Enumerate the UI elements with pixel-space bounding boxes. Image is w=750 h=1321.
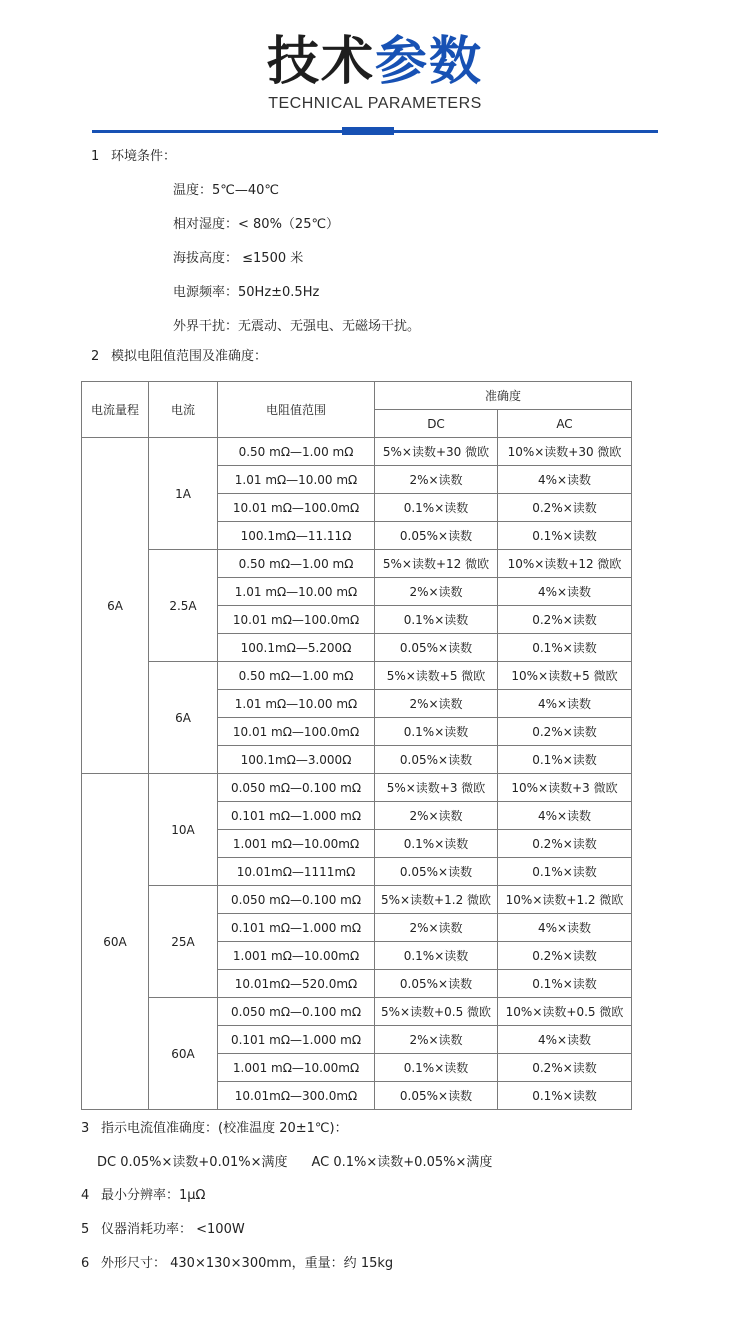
cell-ac-accuracy: 0.2%×读数 — [498, 494, 632, 522]
cell-current: 1A — [149, 438, 218, 550]
section-number: 5 — [81, 1222, 90, 1237]
cell-dc-accuracy: 2%×读数 — [375, 1026, 498, 1054]
table-header-row — [82, 382, 632, 410]
env-interference: 外界干扰：无震动、无强电、无磁场干扰。 — [173, 319, 421, 334]
cell-resistance: 10.01 mΩ—100.0mΩ — [218, 718, 375, 746]
section-6-dimensions — [81, 1255, 393, 1273]
section-number: 3 — [81, 1121, 90, 1136]
table-row — [82, 662, 632, 690]
cell-dc-accuracy: 5%×读数+5 微欧 — [375, 662, 498, 690]
cell-ac-accuracy: 10%×读数+0.5 微欧 — [498, 998, 632, 1026]
cell-current: 25A — [149, 886, 218, 998]
current-accuracy-ac: AC 0.1%×读数+0.05%×满度 — [311, 1155, 493, 1170]
env-power-frequency: 电源频率：50Hz±0.5Hz — [173, 285, 320, 300]
cell-dc-accuracy: 2%×读数 — [375, 802, 498, 830]
cell-resistance: 0.101 mΩ—1.000 mΩ — [218, 1026, 375, 1054]
cell-dc-accuracy: 0.1%×读数 — [375, 1054, 498, 1082]
cell-dc-accuracy: 0.05%×读数 — [375, 858, 498, 886]
env-altitude: 海拔高度： ≤1500 米 — [173, 251, 304, 266]
section-3-heading — [81, 1120, 348, 1138]
title-part-1: 技术 — [266, 32, 375, 92]
cell-ac-accuracy: 0.1%×读数 — [498, 858, 632, 886]
cell-resistance: 10.01 mΩ—100.0mΩ — [218, 494, 375, 522]
cell-dc-accuracy: 2%×读数 — [375, 466, 498, 494]
section-number: 4 — [81, 1188, 90, 1203]
header-ac: AC — [498, 410, 632, 438]
cell-resistance: 0.101 mΩ—1.000 mΩ — [218, 914, 375, 942]
cell-resistance: 0.050 mΩ—0.100 mΩ — [218, 886, 375, 914]
cell-ac-accuracy: 4%×读数 — [498, 802, 632, 830]
page-title — [0, 28, 750, 96]
cell-ac-accuracy: 0.1%×读数 — [498, 634, 632, 662]
cell-dc-accuracy: 5%×读数+30 微欧 — [375, 438, 498, 466]
cell-ac-accuracy: 4%×读数 — [498, 1026, 632, 1054]
table-row — [82, 774, 632, 802]
cell-resistance: 1.01 mΩ—10.00 mΩ — [218, 578, 375, 606]
cell-resistance: 1.001 mΩ—10.00mΩ — [218, 942, 375, 970]
cell-resistance: 1.01 mΩ—10.00 mΩ — [218, 466, 375, 494]
table-body — [82, 438, 632, 1110]
section-2-heading — [91, 348, 267, 366]
table-row — [82, 886, 632, 914]
cell-dc-accuracy: 0.05%×读数 — [375, 1082, 498, 1110]
cell-ac-accuracy: 4%×读数 — [498, 914, 632, 942]
cell-dc-accuracy: 2%×读数 — [375, 914, 498, 942]
cell-range: 6A — [82, 438, 149, 774]
cell-ac-accuracy: 0.2%×读数 — [498, 830, 632, 858]
cell-dc-accuracy: 5%×读数+12 微欧 — [375, 550, 498, 578]
section-number: 1 — [91, 149, 100, 164]
cell-dc-accuracy: 0.05%×读数 — [375, 522, 498, 550]
cell-ac-accuracy: 4%×读数 — [498, 578, 632, 606]
cell-dc-accuracy: 0.1%×读数 — [375, 494, 498, 522]
cell-dc-accuracy: 0.05%×读数 — [375, 746, 498, 774]
cell-resistance: 0.050 mΩ—0.100 mΩ — [218, 998, 375, 1026]
cell-resistance: 1.01 mΩ—10.00 mΩ — [218, 690, 375, 718]
cell-dc-accuracy: 5%×读数+1.2 微欧 — [375, 886, 498, 914]
current-accuracy-dc: DC 0.05%×读数+0.01%×满度 — [97, 1155, 288, 1170]
cell-current: 2.5A — [149, 550, 218, 662]
cell-resistance: 100.1mΩ—5.200Ω — [218, 634, 375, 662]
cell-ac-accuracy: 0.2%×读数 — [498, 718, 632, 746]
header-accuracy: 准确度 — [375, 382, 632, 410]
cell-resistance: 0.50 mΩ—1.00 mΩ — [218, 662, 375, 690]
title-divider-accent — [342, 127, 394, 135]
cell-ac-accuracy: 0.1%×读数 — [498, 522, 632, 550]
cell-ac-accuracy: 0.2%×读数 — [498, 942, 632, 970]
section-text: 最小分辨率：1μΩ — [101, 1188, 206, 1203]
cell-resistance: 0.101 mΩ—1.000 mΩ — [218, 802, 375, 830]
table-row — [82, 550, 632, 578]
env-humidity: 相对湿度：< 80%（25℃） — [173, 217, 340, 232]
cell-ac-accuracy: 0.1%×读数 — [498, 1082, 632, 1110]
cell-dc-accuracy: 0.05%×读数 — [375, 634, 498, 662]
cell-resistance: 1.001 mΩ—10.00mΩ — [218, 1054, 375, 1082]
cell-resistance: 0.50 mΩ—1.00 mΩ — [218, 550, 375, 578]
cell-resistance: 1.001 mΩ—10.00mΩ — [218, 830, 375, 858]
section-title: 指示电流值准确度：(校准温度 20±1℃)： — [101, 1121, 348, 1136]
cell-resistance: 10.01mΩ—1111mΩ — [218, 858, 375, 886]
cell-ac-accuracy: 0.1%×读数 — [498, 970, 632, 998]
cell-resistance: 0.50 mΩ—1.00 mΩ — [218, 438, 375, 466]
title-part-2: 参数 — [375, 32, 484, 92]
env-temperature: 温度：5℃—40℃ — [173, 183, 280, 198]
cell-range: 60A — [82, 774, 149, 1110]
cell-ac-accuracy: 10%×读数+5 微欧 — [498, 662, 632, 690]
header-current: 电流 — [149, 382, 218, 438]
cell-dc-accuracy: 0.1%×读数 — [375, 718, 498, 746]
cell-resistance: 100.1mΩ—3.000Ω — [218, 746, 375, 774]
cell-current: 60A — [149, 998, 218, 1110]
page-subtitle: TECHNICAL PARAMETERS — [268, 95, 482, 112]
cell-resistance: 10.01mΩ—300.0mΩ — [218, 1082, 375, 1110]
section-title: 环境条件： — [111, 149, 177, 164]
table-row — [82, 998, 632, 1026]
cell-dc-accuracy: 2%×读数 — [375, 578, 498, 606]
cell-resistance: 0.050 mΩ—0.100 mΩ — [218, 774, 375, 802]
cell-ac-accuracy: 4%×读数 — [498, 466, 632, 494]
cell-resistance: 10.01 mΩ—100.0mΩ — [218, 606, 375, 634]
cell-dc-accuracy: 0.1%×读数 — [375, 606, 498, 634]
section-number: 6 — [81, 1256, 90, 1271]
section-title: 模拟电阻值范围及准确度： — [111, 349, 268, 364]
section-text: 仪器消耗功率： <100W — [101, 1222, 245, 1237]
cell-dc-accuracy: 0.05%×读数 — [375, 970, 498, 998]
cell-dc-accuracy: 5%×读数+3 微欧 — [375, 774, 498, 802]
resistance-accuracy-table — [81, 381, 632, 1110]
cell-dc-accuracy: 5%×读数+0.5 微欧 — [375, 998, 498, 1026]
cell-ac-accuracy: 10%×读数+30 微欧 — [498, 438, 632, 466]
cell-ac-accuracy: 10%×读数+1.2 微欧 — [498, 886, 632, 914]
cell-resistance: 100.1mΩ—11.11Ω — [218, 522, 375, 550]
section-number: 2 — [91, 349, 100, 364]
cell-current: 10A — [149, 774, 218, 886]
cell-dc-accuracy: 0.1%×读数 — [375, 830, 498, 858]
cell-current: 6A — [149, 662, 218, 774]
section-4-resolution — [81, 1187, 205, 1205]
section-text: 外形尺寸： 430×130×300mm，重量：约 15kg — [101, 1256, 394, 1271]
cell-ac-accuracy: 0.2%×读数 — [498, 1054, 632, 1082]
header-resistance: 电阻值范围 — [218, 382, 375, 438]
header-range: 电流量程 — [82, 382, 149, 438]
cell-ac-accuracy: 0.2%×读数 — [498, 606, 632, 634]
section-5-power — [81, 1221, 245, 1239]
cell-dc-accuracy: 2%×读数 — [375, 690, 498, 718]
header-dc: DC — [375, 410, 498, 438]
cell-ac-accuracy: 10%×读数+3 微欧 — [498, 774, 632, 802]
cell-ac-accuracy: 0.1%×读数 — [498, 746, 632, 774]
cell-dc-accuracy: 0.1%×读数 — [375, 942, 498, 970]
cell-ac-accuracy: 10%×读数+12 微欧 — [498, 550, 632, 578]
section-1-heading — [91, 148, 176, 166]
table-row — [82, 438, 632, 466]
current-accuracy-values — [97, 1154, 492, 1172]
cell-resistance: 10.01mΩ—520.0mΩ — [218, 970, 375, 998]
cell-ac-accuracy: 4%×读数 — [498, 690, 632, 718]
